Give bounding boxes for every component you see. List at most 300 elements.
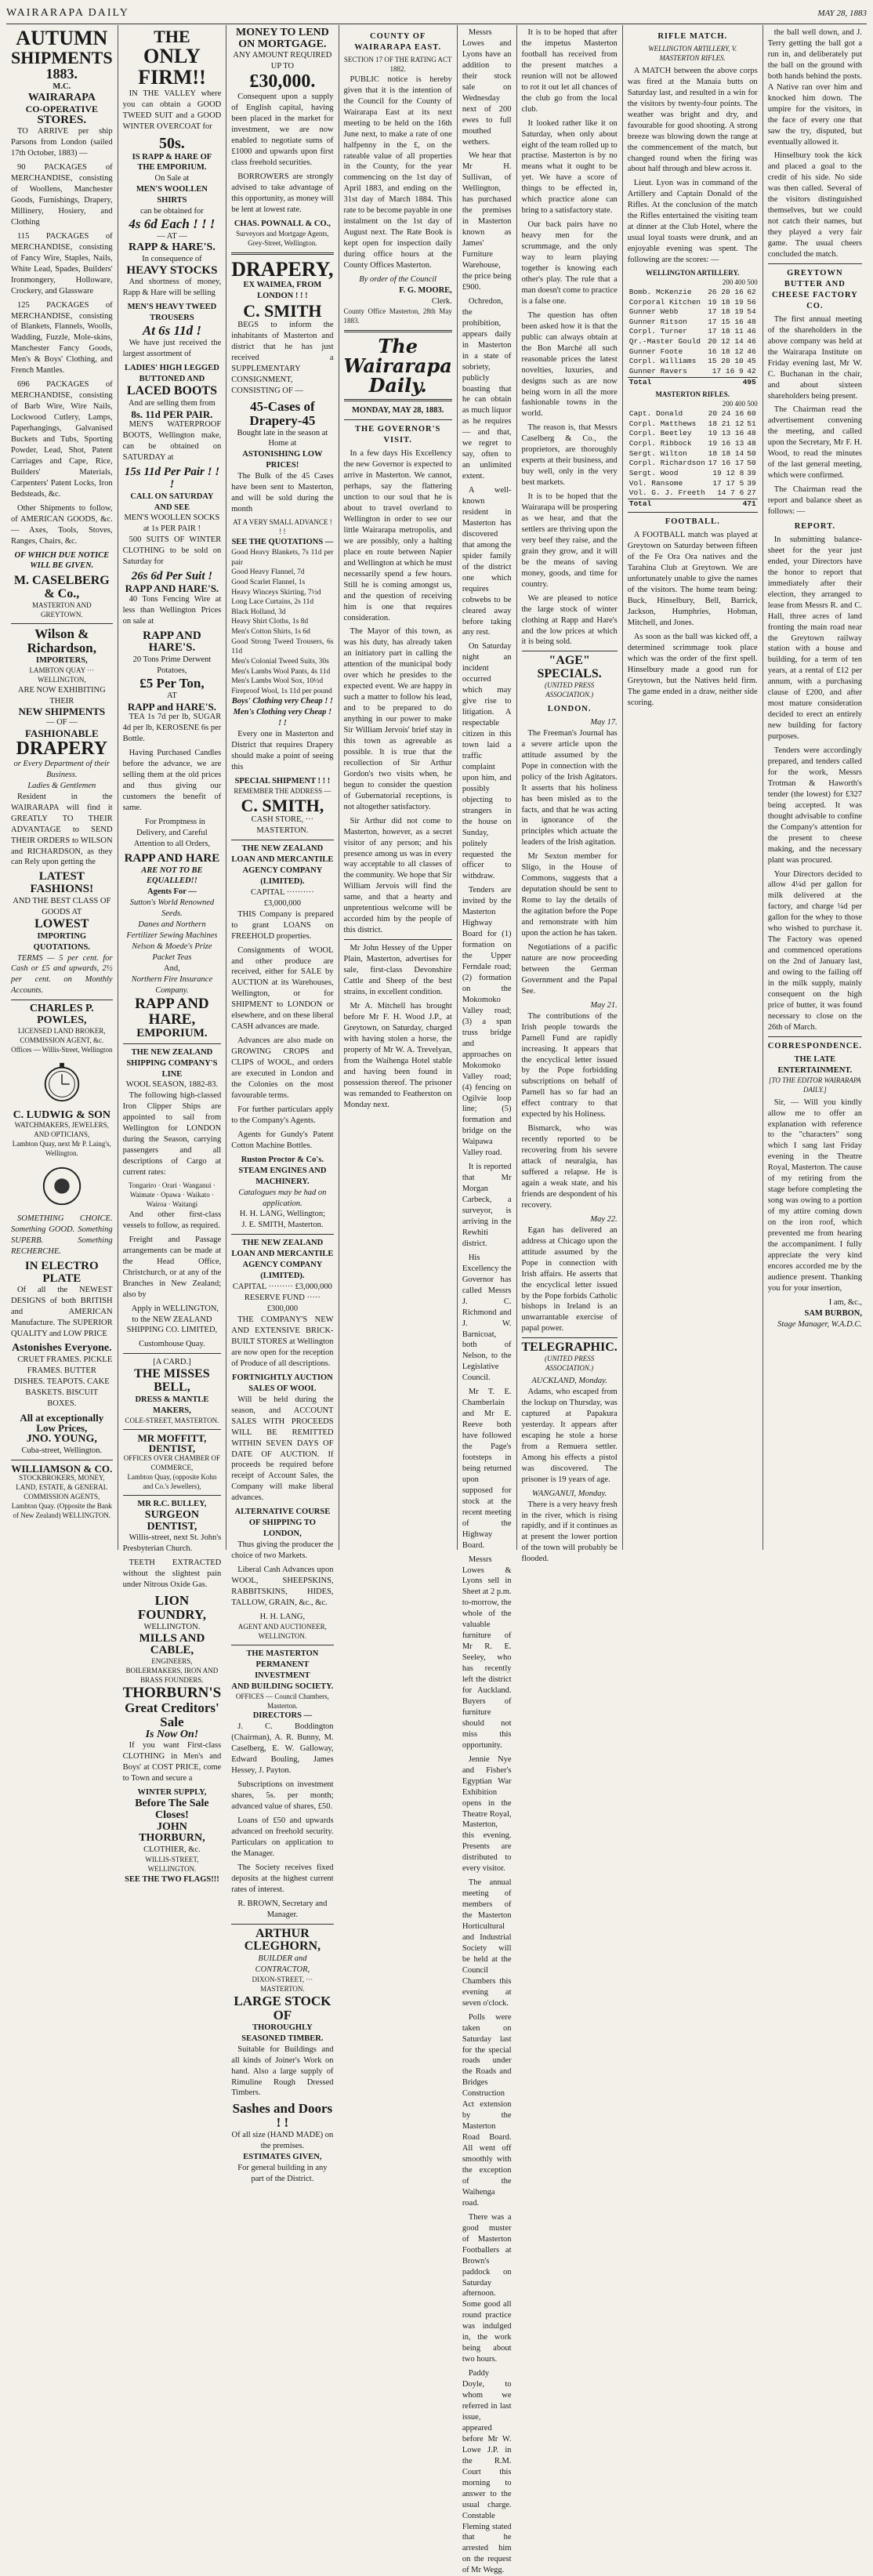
score-ranges: 26 20 16 <box>708 287 744 296</box>
score-row <box>628 439 758 449</box>
new-shipments: NEW SHIPMENTS <box>18 706 106 718</box>
builder: BUILDER and CONTRACTOR, <box>255 1954 310 1975</box>
score-ranges: 18 21 12 <box>708 419 744 428</box>
score-row <box>628 479 758 489</box>
score-total: 46 <box>747 346 756 356</box>
public-notice: PUBLIC notice is hereby given that it is the intention of the Council for the County of Wairarapa East at its next meeting to be held on the 16th June next, to make a rate of one halfpenny in the £, on the rateable value of all properties in the County, for the year commencing on the 1st day of April 1883, and ending on the 31st day of March 1884. This rate to be become payable in one instalment on the 1st day of August next. The Rate Book is kept open for inspection daily during office hours at the County Offices Masterton. <box>343 74 452 270</box>
score-name: Corpl. Beetley <box>628 429 692 438</box>
nelson: Nelson & Moede's Prize Packet Teas <box>132 942 212 963</box>
daily-date: MONDAY, MAY 28, 1883. <box>351 406 444 415</box>
ruston: Ruston Proctor & Co's. STEAM ENGINES AND MACHINERY. <box>238 1155 327 1186</box>
score-ranges: 17 18 11 <box>708 327 744 336</box>
quotation-item: Black Holland, 3d <box>231 608 286 616</box>
jno-young: JNO. YOUNG, <box>26 1432 97 1445</box>
emporium: EMPORIUM. <box>136 1026 208 1039</box>
score-row <box>628 327 758 337</box>
telegraphic: TELEGRAPHIC. <box>521 1341 618 1355</box>
score-total: 42 <box>747 366 756 376</box>
thirty-thousand: £30,000. <box>249 71 316 93</box>
rapp-hares-3: RAPP AND HARE'S. <box>143 629 201 655</box>
score-row <box>628 449 758 459</box>
moffitt: MR MOFFITT, DENTIST, <box>137 1431 207 1455</box>
quotation-item: Men's Cotton Shirts, 1s 6d <box>231 628 310 637</box>
five-per-ton: £5 Per Ton, <box>139 675 205 691</box>
further: For further particulars apply to the Company's Agents. <box>231 1105 334 1125</box>
may22-text: Egan has delivered an address at Chicago upon the attitude assumed by the Pope in connection with Irish affairs. He asserts that the encyclical letter issued by the Pope forbids Catholic bishops in Ireland is an unwarrantable exercise of papal power. <box>521 1225 618 1333</box>
valley-text: IN THE VALLEY where you can obtain a GOOD TWEED SUIT and a GOOD WINTER OVERCOAT for <box>122 89 222 131</box>
may17-text2: Mr Sexton member for Sligo, in the House of Commons, suggests that a deputation should be sent to Rome to lay the details of the agitation before the Pope and remonstrate with him upon the action he has taken. <box>521 852 618 938</box>
score-ranges: 17 16 17 <box>708 459 744 468</box>
artillery-total: 495 <box>706 377 757 387</box>
score-ranges: 19 13 16 <box>708 429 744 438</box>
artillery-scores <box>628 288 758 377</box>
shipping-co: THE NEW ZEALAND SHIPPING COMPANY'S LINE <box>126 1047 218 1079</box>
score-row <box>628 288 758 298</box>
thorburn: THORBURN'S <box>122 1685 222 1702</box>
column-8 <box>763 25 867 1550</box>
signed: SAM BURBON, <box>804 1308 862 1318</box>
in-consequence: In consequence of <box>142 254 202 263</box>
capital: CAPITAL ·········· £3,000,000 <box>251 887 314 908</box>
bulk-text: The Bulk of the 45 Cases have been sent to Masterton, and will be sold during the month <box>231 472 334 514</box>
seasoned: THOROUGHLY SEASONED TIMBER. <box>241 2023 324 2043</box>
rifles-total-row: Total 471 <box>628 499 756 508</box>
stores-heading: STORES. <box>37 113 87 126</box>
agents-for: Agents For — <box>147 887 197 897</box>
smith-je: J. E. SMITH, Masterton. <box>241 1221 324 1230</box>
score-total: 46 <box>747 337 756 346</box>
football-text2: As soon as the ball was kicked off, a determined scrimmage took place which was the order of the first spell. Hinselbury made a good run for Greytown, but the Natives held firm. The game ended in a draw, neither side scoring. <box>627 632 758 707</box>
having-candles: Having Purchased Candles before the advance, we are selling them at the old prices and thus giving our customers the benefit of same. <box>122 749 222 812</box>
selling-from: And are selling them from <box>129 398 216 408</box>
score-name: Vol. Ransome <box>628 478 683 488</box>
ship-name: Wanganui <box>183 1181 212 1190</box>
electro-plate: IN ELECTRO PLATE <box>24 1259 99 1285</box>
score-ranges: 20 24 16 <box>708 409 744 419</box>
packages-125: 125 PACKAGES of MERCHANDISE, consisting of Blankets, Flannels, Woolls, Wadding, Fuzzle, Mole-skins, Manchester Fancy Goods, Men's & Boys' Clothing, and French Mantles. <box>11 300 113 376</box>
rifle-text: A MATCH between the above corps was fired at the Manaia butts on Saturday last, and resulted in a win for the visitors by twenty-four points. The weather was bright and dry, and favourable for good shooting. A strong breeze was blowing down the range at the commencement of the match, but changed round when the firing was about half through and blew across it. <box>627 66 758 174</box>
score-ranges: 15 20 10 <box>708 357 744 366</box>
nz-loan-2: THE NEW ZEALAND LOAN AND MERCANTILE AGENCY COMPANY (LIMITED). <box>231 1239 334 1281</box>
can-be-obtained: can be obtained for <box>140 207 204 216</box>
lowest: LOWEST <box>34 916 89 931</box>
astonishes: Astonishes Everyone. <box>12 1342 112 1355</box>
small-advance: AT A VERY SMALL ADVANCE ! ! ! <box>233 518 332 536</box>
correspondence-heading: CORRESPONDENCE. <box>767 1041 862 1050</box>
consignments: Consignments of WOOL and other produce are received, either for SALE by AUCTION at its Warehouses, Wellington, or for SHIPMENT to LONDON or elsewhere, and on these liberal CASH advances are made. <box>231 945 334 1032</box>
football-text: A FOOTBALL match was played at Greytown on Saturday between fifteen of the Fe Ora Ora natives and the Tarahina Club at Greytown. We are unfortunately unable to give the names of the visitors. The home team being: Buck, Hinselbury, Bell, Barrick, Jackson, Humphries, Hobman, Mitchell, and Jones. <box>627 531 758 627</box>
column-6 <box>517 25 623 1564</box>
smith-address-name: C. SMITH, <box>241 795 324 815</box>
reserve: RESERVE FUND ····· £300,000 <box>244 1293 321 1314</box>
rapp-hares-4: RAPP and HARE'S. <box>127 700 216 713</box>
news-para: Mr T. E. Chamberlain and Mr E. Reeve both have followed the Page's footsteps in being returned upon supposed for stock at the recent meeting of the Highway Board. <box>462 1388 512 1550</box>
at-label: — AT — <box>157 232 187 241</box>
score-name: Vol. G. J. Freeth <box>628 488 705 498</box>
arthur-cleghorn: ARTHUR CLEGHORN, <box>244 1926 321 1954</box>
wool-season: WOOL SEASON, 1882-83. <box>125 1080 219 1090</box>
score-total: 45 <box>747 357 756 366</box>
caselberg-addr: MASTERTON AND GREYTOWN. <box>32 601 92 619</box>
rifle-heading: RIFLE MATCH. <box>657 32 728 41</box>
score-total: 51 <box>747 419 756 428</box>
score-total: 48 <box>747 317 756 326</box>
score-name: Sergt. Wilton <box>628 448 687 458</box>
packages-fancy: 115 PACKAGES of MERCHANDISE, consisting of Fancy Wire, Staples, Nails, White Lead, Spades, Builders' Ironmongery, Holloware, Crockery, and Glassware <box>11 231 113 296</box>
score-total: 48 <box>747 429 756 438</box>
quotation-item: Heavy Winceys Skirting, 7½d <box>231 588 321 597</box>
column-4 <box>339 25 458 1550</box>
score-row <box>628 429 758 439</box>
ludwig-addr: Lambton Quay, next Mr P. Laing's, Wellington. <box>12 1140 111 1158</box>
fortnightly-text: Will be held during the season, and ACCOUNT SALES WITH PROCEEDS WILL BE REMITTED WITHIN SEVEN DAYS OF DATE OF AUCTION. If proceeds be required before receipt of Account Sales, the Company will make liberal advances. <box>231 1395 334 1503</box>
rifles-total: 471 <box>706 499 757 509</box>
score-name: Corporal Kitchen <box>628 297 701 307</box>
quotations-list <box>231 548 333 696</box>
drapery-heading: DRAPERY <box>16 738 108 759</box>
auckland: AUCKLAND, Monday. <box>531 1377 607 1386</box>
powles-addr: Offices — Willis-Street, Wellington <box>11 1045 113 1054</box>
other-shipments: Other Shipments to follow, of AMERICAN GOODS, &c. — Axes, Tools, Stoves, Ranges, Chairs, &c. <box>11 503 113 546</box>
may21-text: The contributions of the Irish people towards the Parnell Fund are rapidly increasing. It appears that the encyclical letter issued by the Pope forbidding subscriptions on behalf of Parnell has so far had an effect contrary to that expected by his Holiness. <box>521 1011 618 1119</box>
any-amount: ANY AMOUNT REQUIRED UP TO <box>233 51 332 71</box>
score-row <box>628 317 758 328</box>
score-name: Corpl. Ribbock <box>628 439 692 448</box>
sutton: Sutton's World Renowned Seeds. <box>129 898 215 919</box>
latest-fashions: LATEST FASHIONS! <box>30 870 94 896</box>
catalogues: Catalogues may be had on application. <box>238 1188 327 1208</box>
mitchell-para: Mr A. Mitchell has brought before Mr F. H. Wood J.P., at Greytown, on Saturday, charged with having stolen a horse, the property of Mr W. A. Trevelyan, from the Waihenga Hotel stable and having been found in possession thereof. The prisoner was remanded to Featherston on Monday next. <box>343 1001 452 1109</box>
score-total: 60 <box>747 409 756 419</box>
exhibiting: ARE NOW EXHIBITING THEIR <box>17 685 106 706</box>
score-name: Capt. Donald <box>628 409 683 419</box>
rapp-and-hare: RAPP AND HARE <box>124 851 220 865</box>
may17: May 17. <box>590 717 618 727</box>
quotation-item: Long Lace Curtains, 2s 11d <box>231 598 314 607</box>
may17-text3: Negotiations of a pacific nature are now proceeding between the German Government and the Papal See. <box>521 942 618 996</box>
column-3 <box>226 25 339 2183</box>
score-ranges: 17 18 19 <box>708 307 744 317</box>
score-row <box>628 357 758 367</box>
cuba-street: Cuba-street, Wellington. <box>21 1446 103 1455</box>
price-4s6d: 4s 6d Each ! ! ! <box>129 216 216 232</box>
rapp-hares-2: RAPP AND HARE'S. <box>125 582 219 594</box>
score-name: Sergt. Wood <box>628 468 679 477</box>
of-label: — OF — <box>45 718 78 727</box>
score-ranges: 19 18 19 <box>708 297 744 307</box>
news-para: It looked rather like it on Saturday, when only about eight of the team rolled up to practise. Masterton is by no means what it ought to be yet. We have a score of things to be effected in, which practice alone can bring to a satisfactory state. <box>521 118 618 216</box>
greytown-heading: GREYTOWN BUTTER AND CHEESE FACTORY CO. <box>771 269 858 310</box>
wairarapa-heading: WAIRARAPA <box>27 92 96 104</box>
section: SECTION 17 OF THE RATING ACT 1882. <box>343 55 452 73</box>
ladies: Ladies & Gentlemen <box>27 781 96 790</box>
bought: Bought late in the season at Home at <box>237 428 328 448</box>
rapp-hares-1: RAPP & HARE'S. <box>128 241 216 254</box>
lion-foundry: LION FOUNDRY, <box>137 1593 206 1622</box>
if-you: If you want First-class CLOTHING in Men's and Boys' at COST PRICE, come to Town and secure a <box>122 1741 222 1783</box>
chas-pownall: CHAS. POWNALL & CO., <box>234 219 331 228</box>
auck-text: Adams, who escaped from the lockup on Thursday, was captured at Papakura yesterday. It appears after escaping he stole a horse from a Remuera settler. Among his effects a pistol was discovered. The prisoner is 19 years of age. <box>521 1388 618 1484</box>
of-all: Of all size (HAND MADE) on the premises. <box>231 2131 334 2151</box>
score-total: 48 <box>747 439 756 448</box>
news-para: Ochredon, the prohibition, appears daily in Masterton in a state of sobriety, publicly boasting that he can obtain as much liquor as he requires — and that, we regret to say, often to an unlimited extent. <box>462 296 512 481</box>
wanganui-text: There is a very heavy fresh in the river, which is rising rapidly, and if it continues as at present the lower portion of the town will probably be flooded. <box>521 1500 618 1564</box>
quotation-item: Good Heavy Flannel, 7d <box>231 568 305 577</box>
and-building: AND BUILDING SOCIETY. <box>231 1682 334 1691</box>
score-name: Gunner Webb <box>628 307 679 317</box>
alternative: ALTERNATIVE COURSE OF SHIPPING TO LONDON, <box>234 1508 331 1539</box>
ladies-boots: LADIES' HIGH LEGGED BUTTONED AND <box>125 363 219 383</box>
every-dept: or Every Department of their Business. <box>13 759 110 779</box>
something-choice: SOMETHING CHOICE. Something GOOD. Something SUPERB. Something RECHERCHE. <box>11 1214 113 1257</box>
news-para: His Excellency the Governor has called Messrs J. C. Richmond and J. W. Barnicoat, both of Nelson, to the Legislative Council. <box>462 1253 512 1383</box>
score-row <box>628 347 758 357</box>
c-smith-big: C. SMITH <box>243 301 322 321</box>
news-para: It is reported that Mr Morgan Carbeck, a surveyor, is arriving in the Rewhiti district. <box>462 1163 512 1248</box>
ship-name: Opawa <box>161 1191 181 1199</box>
agent-auct: AGENT AND AUCTIONEER, WELLINGTON. <box>237 1622 327 1640</box>
gov-para: The Mayor of this town, as was his duty, has already taken an initiatory part in calling the attention of the municipal body over which he presides to the expected event. We are happy in such a matter to follow his lead, and to be prepared to do anything in our power to make Sir William Jervois' brief stay in this town as agreeable as possible. It is true that the recollection of Sir Arthur Gordon's two visits when, he begun to consider the question of Gubernatorial receptions, is not altogether satisfactory. <box>343 627 452 811</box>
tea-sugar: TEA 1s 7d per lb, SUGAR 4d per lb, KEROSENE 6s per Bottle. <box>122 713 222 744</box>
lang: H. H. LANG, Wellington; <box>239 1210 325 1219</box>
the-heading: THE <box>154 27 190 46</box>
column-5 <box>458 25 517 2575</box>
header-masthead: WAIRARAPA DAILY <box>6 7 129 19</box>
moffitt-addr: Lambton Quay, (opposite Kohn and Co.'s Jewellers), <box>127 1473 217 1490</box>
score-row <box>628 337 758 347</box>
score-total: 39 <box>747 478 756 488</box>
gov-para: In a few days His Excellency the new Governor is expected to arrive in Masterton. We cannot, perhaps, say the flattering unction to our soul that he is about to travel overland to Wellington in order to see our little Wairarapa metropolis, and we are possibly, only a halting place en route between Napier and Wellington at which he must necessarily spend a few hours. Still he is coming amongst us, and the question of receiving him is one that requires consideration. <box>343 449 452 622</box>
importers: IMPORTERS, <box>35 655 88 665</box>
artillery-total-row: Total 495 <box>628 377 756 386</box>
wool-sales: THE COMPANY'S NEW AND EXTENSIVE BRICK-BUILT STORES at Wellington are now open for the reception of Produce of all descriptions. <box>231 1315 334 1368</box>
freight: Freight and Passage arrangements can be made at the Head Office, Christchurch, or at any of the Branches in New Zealand; also by <box>122 1235 222 1299</box>
news-para: Tenders are invited by the Masterton Highway Board for (1) formation on the Upper Ferndale road; (2) formation on the Mokomoko Valley road; (3) a span truss bridge and approaches on Mokomoko Valley road; (4) fencing on Ogilvie loop line; (5) formation and bridge on the Waipawa Valley road. <box>462 886 512 1158</box>
county-office: County Office Masterton, 28th May 1883. <box>343 307 452 325</box>
powles-name: CHARLES P. POWLES, <box>29 1003 94 1027</box>
news-para: Polls were taken on Saturday last for the special roads under the Roads and Bridges Construction Act extension by the Masterton Road Board. All went off smoothly with the exception of the Waihenga road. <box>462 2012 512 2208</box>
every-one: Every one in Masterton and District that requires Drapery should make a point of seeing this <box>231 730 334 772</box>
age-specials: "AGE" SPECIALS. <box>537 654 602 681</box>
society: The Society receives fixed deposits at the highest current rates of interest. <box>231 1863 334 1894</box>
news-para: It is to be hoped that after the impetus Masterton football has received from the present matches a reunion will not be allowed to rot it out let all chances of the club go from the local club. <box>521 28 618 114</box>
score-ranges: 17 15 16 <box>708 317 744 326</box>
cruet-list: CRUET FRAMES. PICKLE FRAMES. BUTTER DISHES. TEAPOTS. CAKE BASKETS. BISCUIT BOXES. <box>13 1355 113 1408</box>
year-heading: 1883. <box>45 66 78 82</box>
greytown-para: The first annual meeting of the shareholders in the above company was held at the Wairarapa Institute on Friday evening last, Mr W. C. Buchanan in the chair, and about sixteen shareholders being present. <box>767 314 862 401</box>
electro-text: Of all the NEWEST DESIGNS of both BRITISH and AMERICAN Manufacture. The SUPERIOR QUALITY and LOW PRICE <box>11 1286 113 1339</box>
waterproof: MEN'S WATERPROOF BOOTS, Wellington make, can be obtained on SATURDAY at <box>122 420 222 463</box>
ship-name: Waimate <box>129 1191 155 1199</box>
page-header <box>6 3 867 24</box>
report-para: In submitting balance-sheet for the year just ended, your Directors have the honor to report that immediately after their election, they arranged to lease from Messrs R. and C. Hall, three acres of land fronting the main road near the Greytown railway station with a house and building, for a term of ten years, at a rental of £12 per annum, with a purchasing clause of £200, and after most mature consideration decided to erect an entirely new building for factory purposes. <box>767 535 862 742</box>
mc-badge: M.C. <box>53 82 71 92</box>
all-at: All at exceptionally Low Prices, <box>20 1411 104 1435</box>
news-para: Messrs Lowes and Lyons have an addition to their stock sale on Wednesday next of 200 ewes to full mouthed wethers. <box>462 28 512 147</box>
general: For general building in any part of the District. <box>237 2163 328 2183</box>
directors: DIRECTORS — <box>252 1711 313 1721</box>
to-editor: [TO THE EDITOR WAIRARAPA DAILY.] <box>769 1076 861 1094</box>
news-para: There was a good muster of Masterton Footballers at Brown's paddock on Saturday afternoon. Some good all round practice was indulged in, the work being about two hours. <box>462 2212 512 2364</box>
best-class: AND THE BEST CLASS OF GOODS AT <box>13 896 111 916</box>
williamson: WILLIAMSON & CO. <box>11 1462 113 1475</box>
before-sale: Before The Sale Closes! <box>135 1798 209 1821</box>
news-para: We are pleased to notice the large stock of winter clothing at Rapp and Hare's and the low prices at which it is being sold. <box>521 593 618 647</box>
heavy-stocks: HEAVY STOCKS <box>126 263 218 277</box>
borrowers: BORROWERS are strongly advised to take advantage of this opportunity, as money will be lent at lowest rate. <box>231 172 334 214</box>
score-total: 46 <box>747 327 756 336</box>
alternative-text: Thus giving the producer the choice of two Markets. <box>231 1540 334 1561</box>
may22: May 22. <box>590 1214 618 1224</box>
united-press: (UNITED PRESS ASSOCIATION.) <box>545 681 595 698</box>
misses-bell: THE MISSES BELL, <box>134 1367 210 1395</box>
lambton: LAMBTON QUAY ··· WELLINGTON, <box>29 666 95 684</box>
news-para: A well-known resident in Masterton has discovered that among the spider family of the district one which requires cobwebs to be cleared away before taking any rest. <box>462 486 512 637</box>
laced-boots: LACED BOOTS <box>126 383 217 397</box>
watchmakers: WATCHMAKERS, JEWELERS, AND OPTICIANS, <box>14 1121 109 1139</box>
heavy-trousers: MEN'S HEAVY TWEED TROUSERS <box>127 303 217 323</box>
news-para: Hinselbury took the kick and placed a goal to the credit of his side. No side was then called. Several of the visitors distinguished themselves, but we could not catch their names, but they played a very fair game. The usual cheers concluded the match. <box>767 151 862 259</box>
drapery-big: DRAPERY, <box>231 257 334 281</box>
news-para: On Saturday night an incident occurred which may give rise to litigation. A respectable citizen in this town laid a traffic complaint upon him, and possibly objecting to strangers in the house on Sunday, politely requested the officer to withdraw. <box>462 642 512 881</box>
yards-2: 200 400 500 <box>722 400 758 408</box>
score-ranges: 19 12 8 <box>712 468 744 477</box>
news-para: Paddy Doyle, to whom we referred in last issue, appeared before Mr W. Lowe J.P. in the R.M. Court this morning to answer to the usual charge. Constable Fleming stated that he arrested him on the request of Mr Wegg. <box>462 2369 512 2575</box>
score-total: 62 <box>747 287 756 296</box>
williamson-sub: STOCKBROKERS, MONEY, LAND, ESTATE, & GENERAL COMMISSION AGENTS, Lambton Quay. (Opposite the Bank of New Zealand) WELLINGTON. <box>11 1474 112 1520</box>
price-15s11d: 15s 11d Per Pair ! ! ! <box>124 466 220 491</box>
winter-supply: WINTER SUPPLY, <box>137 1788 207 1798</box>
may21: May 21. <box>590 1000 618 1010</box>
price-26s6d: 26s 6d Per Suit ! <box>131 570 213 583</box>
a-card: [A CARD.] <box>153 1358 191 1367</box>
news-para: Messrs Lowes & Lyons sell in Sheet at 2 p.m. to-morrow, the whole of the valuable furniture of Mr R. E. Seeley, who has recently left the district for Auckland. Buyers of furniture should not miss this opportunity. <box>462 1555 512 1750</box>
moffitt-office: OFFICES OVER CHAMBER OF COMMERCE, <box>123 1454 221 1472</box>
mens-clothing: Men's Clothing very Cheap ! ! ! <box>233 708 332 728</box>
shortness: And shortness of money, Rapp & Hare will be selling <box>122 278 222 298</box>
other-lines: And other first-class vessels to follow, as required. <box>122 1210 222 1230</box>
dixon: DIXON-STREET, ··· MASTERTON. <box>252 1976 313 1994</box>
column-1 <box>6 25 118 1550</box>
astonishing: ASTONISHING LOW PRICES! <box>242 450 323 470</box>
willis-addr: Willis-street, next St. John's Presbyterian Church. <box>122 1533 222 1554</box>
wanganui: WANGANUI, Monday. <box>532 1489 607 1498</box>
score-row <box>628 307 758 317</box>
shipping-text: The following high-classed Iron Clipper Ships are appointed to sail from Wellington for LONDON during the Season, carrying passengers and all descriptions of Cargo at current rates: <box>122 1091 222 1177</box>
letter-text: Sir, — Will you kindly allow me to offer an explanation with reference to the "characters" song which I sang last Friday evening in the Theatre Royal, Masterton. The cause of my retiring from the stage before completing the song was owing to a portion of my attire coming down on the iron roof, which prevented me from hearing the accompaniment. I fully appreciate the very kind encores accorded me by the audience present. Thanking you for your insertion, <box>767 1098 862 1293</box>
surgeon-dentist: SURGEON DENTIST, <box>144 1508 200 1533</box>
ludwig-name: C. LUDWIG & SON <box>13 1108 111 1121</box>
greytown-para: The Chairman read the advertisement convening the meeting, and called upon the Secretary, Mr F. H. Wood, to read the minutes of the last general meeting, which were confirmed. <box>767 405 862 481</box>
boys-clothing: Boys' Clothing very Cheap ! ! <box>231 697 333 706</box>
woollen-shirts: MEN'S WOOLLEN SHIRTS <box>136 185 208 205</box>
quotation-item: Good Strong Tweed Trousers, 6s 11d <box>231 637 334 656</box>
news-para: We hear that Mr H. Sullivan, of Wellington, has purchased the premises in Masterton known as James' Furniture Warehouse, the price being £900. <box>462 151 512 292</box>
football-heading: FOOTBALL. <box>665 517 720 527</box>
only-firm: ONLY FIRM!! <box>138 45 206 89</box>
on-sale: On Sale at <box>154 174 190 183</box>
autumn-heading: AUTUMN <box>16 27 108 49</box>
governor-heading: THE GOVERNOR'S VISIT. <box>354 425 441 445</box>
score-ranges: 14 7 6 <box>717 488 744 498</box>
county-heading: COUNTY OF WAIRARAPA EAST. <box>354 32 442 52</box>
score-ranges: 16 18 12 <box>708 346 744 356</box>
packages-merch: 90 PACKAGES of MERCHANDISE, consisting of Woollens, Manchester Goods, Furnishings, Drapery, Millinery, Hosiery, and Clothing <box>11 163 113 227</box>
hessey-para: Mr John Hessey of the Upper Plain, Masterton, advertises for sale, first-class Devonshire Cattle and Sheep of the best strains, in excellent condition. <box>343 944 452 996</box>
price-6s11d: At 6s 11d ! <box>142 323 201 339</box>
rifles-scores <box>628 409 758 499</box>
remember: REMEMBER THE ADDRESS — <box>234 787 331 796</box>
ship-name: Waitangi <box>172 1199 198 1208</box>
score-name: Gunner Foote <box>628 346 683 356</box>
score-total: 39 <box>747 468 756 477</box>
ex-waimea: EX WAIMEA, FROM LONDON ! ! ! <box>243 281 322 301</box>
dress-mantle: DRESS & MANTLE MAKERS, <box>135 1395 209 1415</box>
score-name: Qr.-Master Gould <box>628 337 701 346</box>
score-row <box>628 459 758 469</box>
offices: OFFICES — Council Chambers, Masterton. <box>235 1692 329 1710</box>
greytown-para: The Chairman read the report and balance sheet as follows: — <box>767 485 862 517</box>
resident-text: Resident in the WAIRARAPA will find it GREATLY TO THEIR ADVANTAGE to SEND THEIR ORDERS to WILSON and RICHARDSON, as they can Rely upon getting the <box>11 792 113 867</box>
promptness: For Promptness in Delivery, and Careful Attention to all Orders, <box>133 817 211 848</box>
moore: F. G. MOORE, <box>399 285 452 295</box>
ship-name: Wairoa <box>146 1199 167 1208</box>
rapp-emporium: RAPP AND HARE, <box>135 995 209 1028</box>
brown: R. BROWN, Secretary and Manager. <box>237 1899 328 1919</box>
report-para: Tenders were accordingly prepared, and tenders called for the work, Messrs Trotman & Haworth's tender (the lowest) for £327 being accepted. It was thought advisable to confine the Company's attention for the present to cheese making, and the necessary plant was procured. <box>767 746 862 865</box>
score-name: Gunner Ravers <box>628 366 687 376</box>
cole-street: COLE-STREET, MASTERTON. <box>125 1416 219 1424</box>
news-para: Our back pairs have no heavy men for the scrummage, and the only way to learn playing together is knowing each other's play. The rule that a man doesn't come to practice is a false one. <box>521 220 618 306</box>
great-sale: Great Creditors' Sale <box>125 1700 219 1729</box>
two-flags: SEE THE TWO FLAGS!!! <box>125 1874 219 1884</box>
score-total: 50 <box>747 459 756 468</box>
loans: Loans of £50 and upwards advanced on freehold security. Particulars on application to the Manager. <box>231 1816 334 1858</box>
header-date: MAY 28, 1883 <box>817 9 867 18</box>
subscriptions: Subscriptions on investment shares, 5s. per month; advanced value of shares, £50. <box>231 1780 334 1812</box>
clerk: Clerk. <box>431 296 452 306</box>
apply-wellington: Apply in WELLINGTON, to the NEW ZEALAND SHIPPING CO. LIMITED, <box>126 1304 219 1335</box>
london-heading: LONDON. <box>547 704 592 713</box>
lion-sub: WELLINGTON. <box>143 1622 201 1631</box>
rifles-head: MASTERTON RIFLES. <box>655 390 730 399</box>
cases-drapery: 45-Cases of Drapery-45 <box>249 398 316 428</box>
rifle-text2: Lieut. Lyon was in command of the Artillery and Captain Donald of the Rifles. At the conclusion of the match the Rifles entertained the visiting team at dinner at the Club Hotel, where the usual loyal toasts were drunk, and an enjoyable evening was spent. The following are the scores: — <box>627 179 758 265</box>
seal-emblem-icon <box>39 1163 85 1209</box>
bulley: MR R.C. BULLEY, <box>137 1499 207 1508</box>
tons-potatoes: 20 Tons Prime Derwent Potatoes, <box>132 655 212 675</box>
quotation-item: Men's Colonial Tweed Suits, 30s <box>231 657 329 666</box>
fashionable: FASHIONABLE <box>24 727 99 740</box>
socks: MEN'S WOOLLEN SOCKS at 1s PER PAIR ! <box>124 513 220 534</box>
nz-loan: THE NEW ZEALAND LOAN AND MERCANTILE AGENCY COMPANY (LIMITED). <box>231 844 334 886</box>
caselberg-name: M. CASELBERG & Co., <box>13 574 110 601</box>
fifty-shillings: 50s. <box>159 134 185 152</box>
rifle-sub: WELLINGTON ARTILLERY, V. MASTERTON RIFLES. <box>648 44 737 62</box>
stage-manager: Stage Manager, W.A.D.C. <box>777 1319 862 1329</box>
quotation-item: Fireproof Wool, 1s 11d per pound <box>231 687 332 695</box>
masterton-perm: THE MASTERTON PERMANENT INVESTMENT <box>246 1649 319 1680</box>
may21-text2: Bismarck, who was recently reported to be recovering from his severe attack of neuralgia, has suffered a relapse. He is again a weak state, and his friends are despondent of his recovery. <box>521 1124 618 1210</box>
score-name: Corpl. Richardson <box>628 459 705 468</box>
at-label-2: AT <box>166 691 177 700</box>
score-name: Corpl. Turner <box>628 327 687 336</box>
shipments-heading: SHIPMENTS <box>11 48 113 68</box>
news-para: the ball well down, and J. Terry getting the ball got a run in, and deliberately put the ball on the ground with both hands behind the posts. A Native ran over him and knocked him down. The umpire for the visitors, in the face of every one that saw the try, disputed, but eventually allowed it. <box>767 28 862 147</box>
column-7 <box>623 25 763 1550</box>
rapp-hare-emporium: IS RAPP & HARE OF THE EMPORIUM. <box>132 152 212 172</box>
clothier: CLOTHIER, &c. <box>143 1845 201 1854</box>
